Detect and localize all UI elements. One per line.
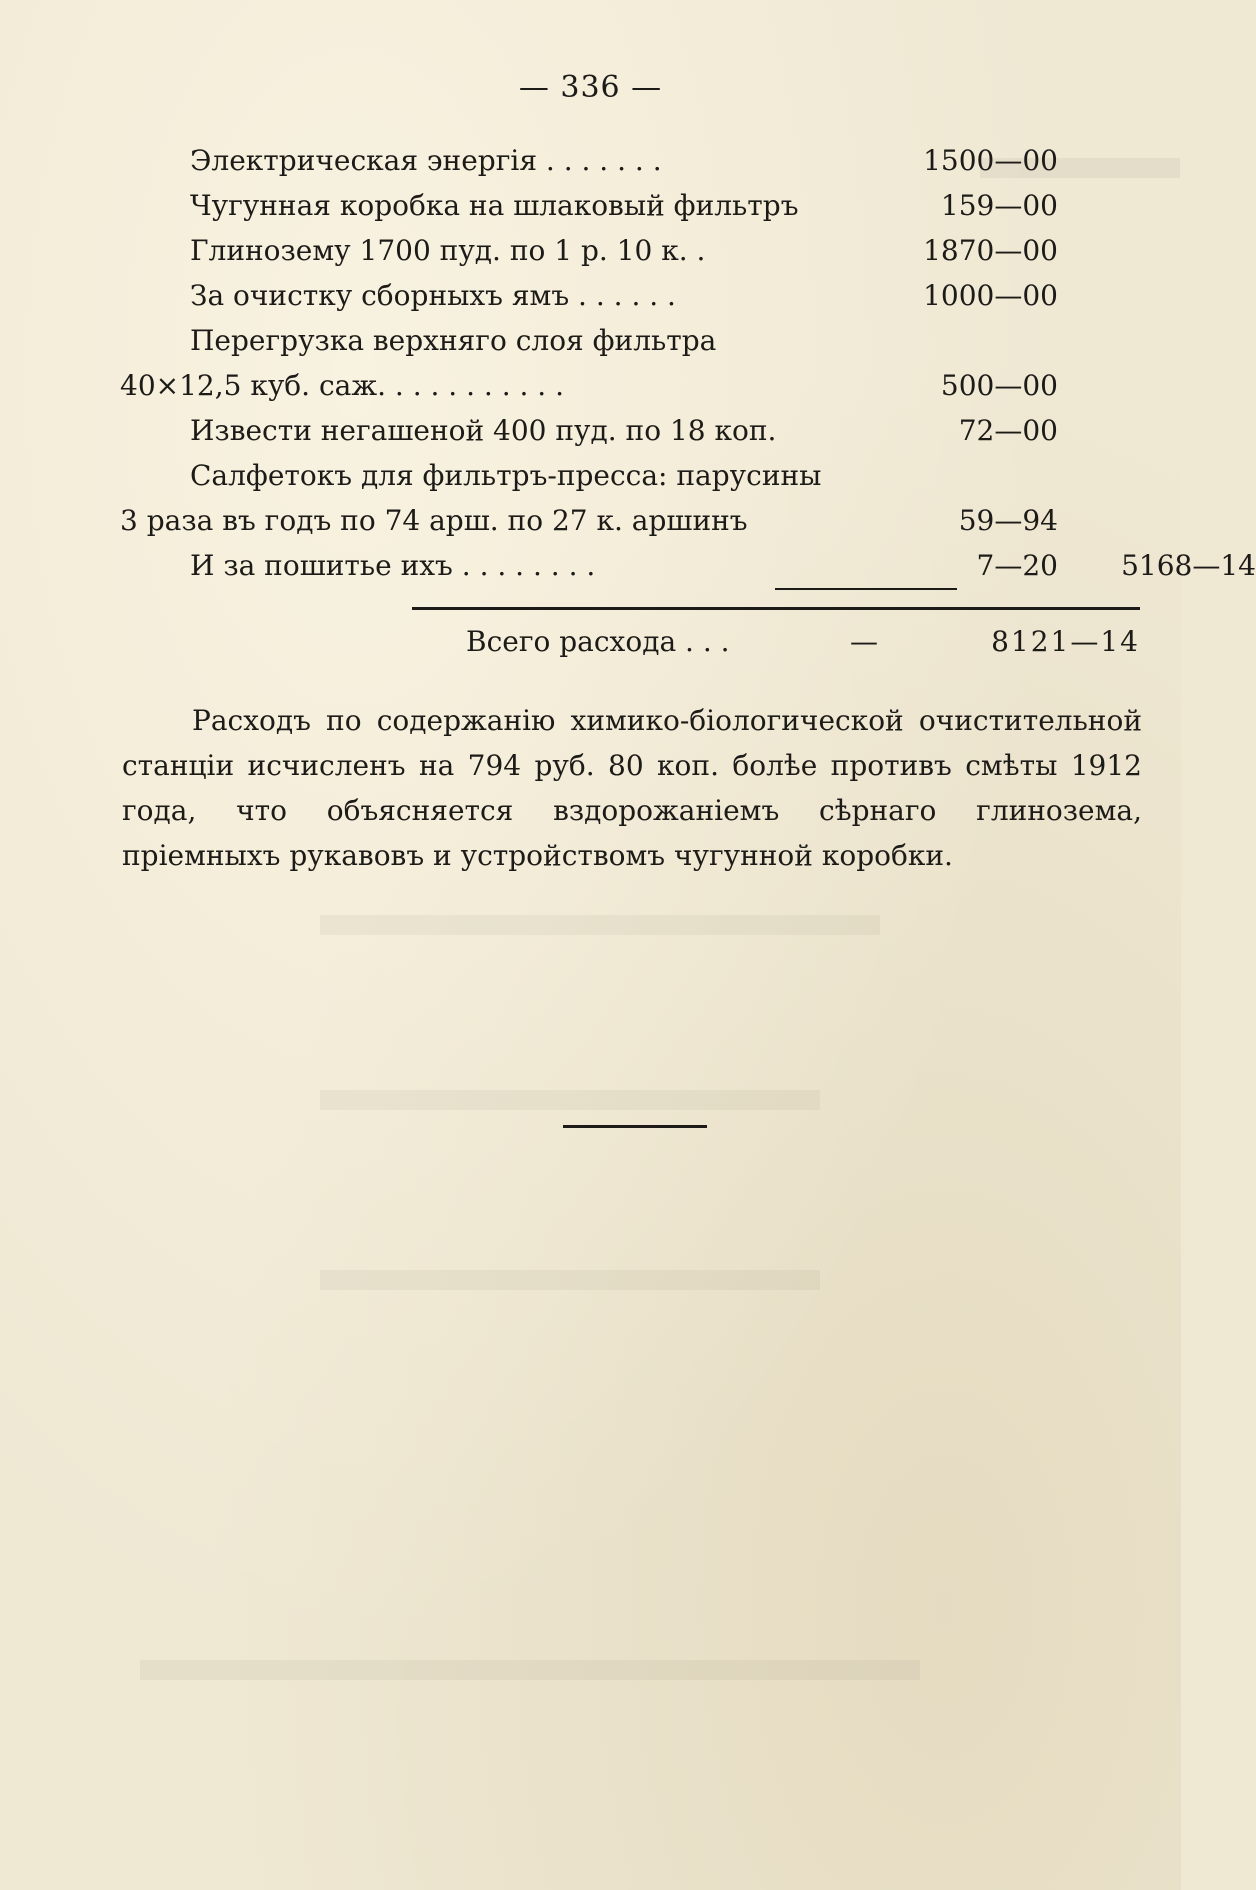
ledger-row-description: Салфетокъ для фильтръ-пресса: парусины bbox=[190, 459, 822, 492]
ledger-row-description: За очистку сборныхъ ямъ . . . . . . bbox=[190, 279, 676, 312]
ledger-row-amount: 159—00 bbox=[940, 189, 1058, 222]
ledger-row bbox=[120, 543, 1256, 588]
page-number: — 336 — bbox=[518, 70, 663, 105]
ledger-row-description: 40×12,5 куб. саж. . . . . . . . . . . bbox=[120, 369, 565, 402]
ledger-row bbox=[120, 228, 1140, 273]
ledger-row-amount: 59—94 bbox=[958, 504, 1058, 537]
sum-rule bbox=[412, 607, 1140, 610]
grand-total-value: 8121—14 bbox=[991, 625, 1140, 658]
section-end-rule bbox=[563, 1125, 707, 1128]
ledger-row bbox=[120, 363, 1140, 408]
ledger-row-description: Чугунная коробка на шлаковый фильтръ bbox=[190, 189, 799, 222]
ledger-row bbox=[120, 318, 1140, 363]
ledger-row-amount: 72—00 bbox=[958, 414, 1058, 447]
expense-ledger bbox=[120, 138, 1256, 588]
grand-total-dash: — bbox=[850, 625, 878, 658]
ledger-row-description: Глинозему 1700 пуд. по 1 р. 10 к. . bbox=[190, 234, 706, 267]
ledger-subtotal: 5168—14 bbox=[1121, 549, 1256, 582]
ledger-row bbox=[120, 183, 1140, 228]
grand-total-label: Всего расхода . . . bbox=[466, 625, 730, 658]
ledger-row bbox=[120, 138, 1140, 183]
grand-total-row bbox=[0, 625, 1181, 669]
ledger-row-description: Извести негашеной 400 пуд. по 18 коп. bbox=[190, 414, 777, 447]
ledger-row-description: И за пошитье ихъ . . . . . . . . bbox=[190, 549, 596, 582]
ledger-row-description: 3 раза въ годъ по 74 арш. по 27 к. аршинъ bbox=[120, 504, 748, 537]
ledger-row-amount: 1870—00 bbox=[923, 234, 1058, 267]
ledger-row bbox=[120, 498, 1140, 543]
ledger-row bbox=[120, 273, 1140, 318]
ledger-row bbox=[120, 453, 1140, 498]
ledger-row-description: Перегрузка верхняго слоя фильтра bbox=[190, 324, 717, 357]
explanation-paragraph: Расходъ по содержанію химико-біологической очистительной станціи исчисленъ на 794 руб. 80 коп. болѣе противъ смѣты 1912 года, что объясняется вздорожаніемъ сѣрнаго глинозема, пріемныхъ рукавовъ и устройствомъ чугунной коробки. bbox=[122, 704, 1142, 872]
ledger-row-amount: 7—20 bbox=[976, 549, 1058, 582]
ledger-row bbox=[120, 408, 1140, 453]
ledger-row-amount: 1500—00 bbox=[923, 144, 1058, 177]
ledger-row-description: Электрическая энергія . . . . . . . bbox=[190, 144, 662, 177]
ledger-row-amount: 1000—00 bbox=[923, 279, 1058, 312]
subtotal-rule bbox=[775, 588, 957, 590]
ledger-row-amount: 500—00 bbox=[940, 369, 1058, 402]
